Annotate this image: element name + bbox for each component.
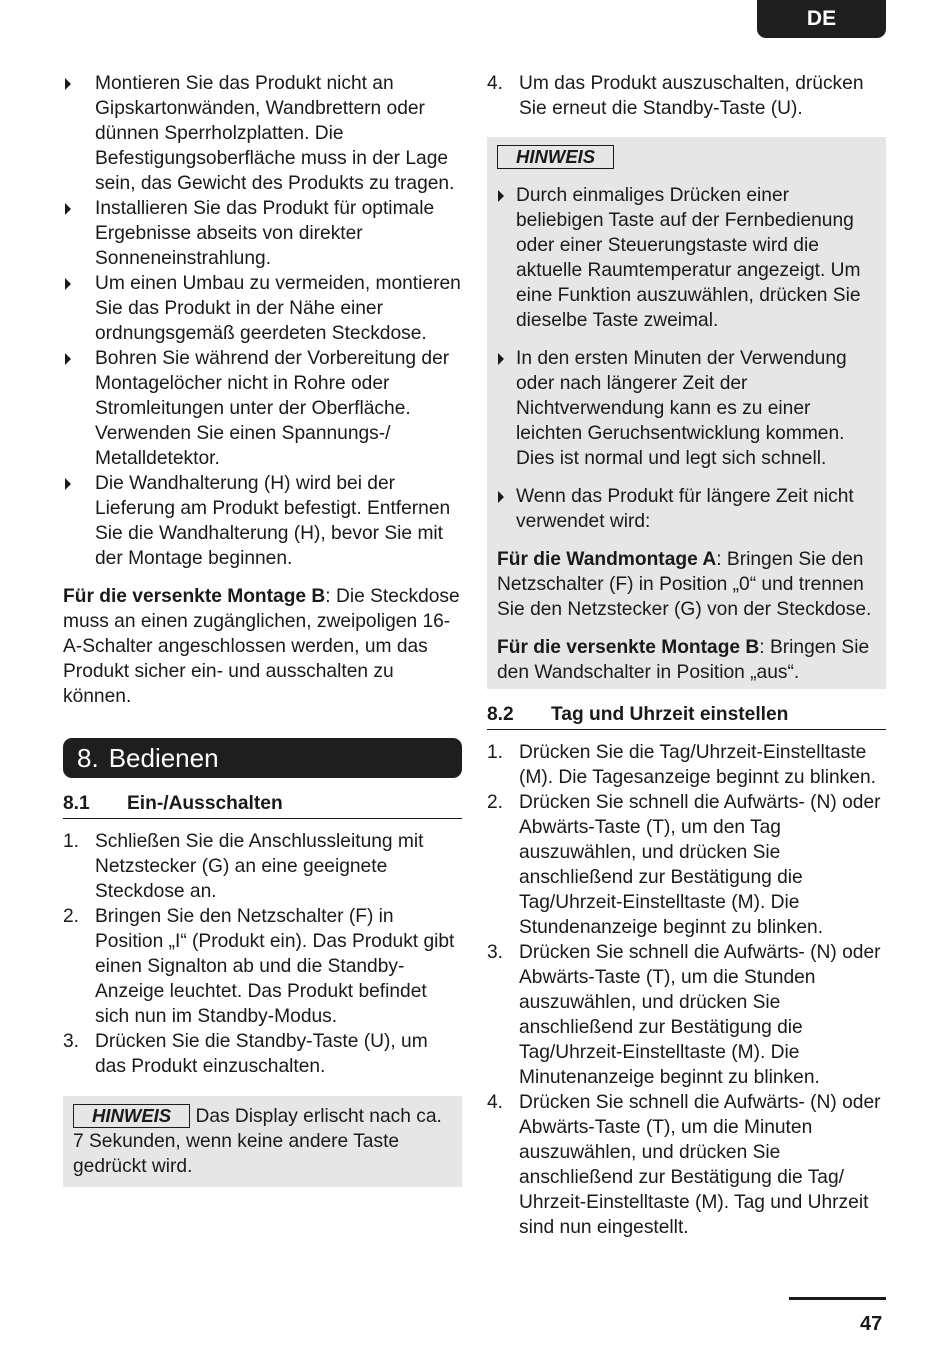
section-title: Bedienen	[108, 743, 219, 773]
step-text: Drücken Sie die Tag/Uhrzeit-Einstelltaste (M). Die Tagesanzeige beginnt zu blinken.	[519, 742, 876, 788]
subsection-title: Ein-/Ausschalten	[127, 793, 283, 814]
list-item	[63, 904, 462, 1029]
list-item: Die Wandhalterung (H) wird bei der Lieferung am Produkt befestigt. Entfernen Sie die Wandhalterung (H), bevor Sie mit der Montage beginnen.	[63, 471, 462, 571]
step-text: Um das Produkt auszuschalten, drücken Sie erneut die Standby-Taste (U).	[519, 73, 864, 119]
subsection-heading	[63, 791, 462, 819]
subsection-number: 8.2	[487, 704, 514, 725]
note-label: HINWEIS	[73, 1104, 190, 1128]
note-box	[63, 1096, 462, 1187]
list-item	[63, 1029, 462, 1079]
language-tab: DE	[757, 0, 886, 38]
step-text: Schließen Sie die Anschlussleitung mit Netzstecker (G) an eine geeignete Steckdose an.	[95, 831, 424, 902]
list-item	[63, 829, 462, 904]
subsection-title: Tag und Uhrzeit einstellen	[551, 704, 789, 725]
note-text: Das Display erlischt nach ca. 7 Sekunden, wenn keine andere Taste gedrückt wird.	[73, 1106, 442, 1177]
step-text: Bringen Sie den Netzschalter (F) in Position „I“ (Produkt ein). Das Produkt gibt einen Signalton ab und die Standby-Anzeige leuchtet. Das Produkt befindet sich nun im Standby-Modus.	[95, 906, 455, 1027]
list-item	[487, 790, 886, 940]
step-number: 3.	[487, 942, 504, 963]
left-column	[63, 71, 462, 1187]
step-text: Drücken Sie schnell die Aufwärts- (N) oder Abwärts-Taste (T), um die Stunden auszuwählen, und drücken Sie anschließend zur Bestätigung die Tag/Uhrzeit-Einstelltaste (M). Die Minutenanzeige beginnt zu blinken.	[519, 942, 881, 1088]
step-number: 4.	[487, 73, 504, 94]
recessed-mount-paragraph	[63, 584, 462, 709]
right-column	[487, 71, 886, 1240]
recessed-mount-text: : Bringen Sie den Wandschalter in Position „aus“.	[497, 637, 870, 683]
recessed-mount-label: Für die versenkte Montage B	[63, 586, 326, 607]
on-off-steps-continued	[487, 71, 886, 121]
step-number: 1.	[487, 742, 504, 763]
note-bullet-list	[497, 183, 876, 534]
step-text: Drücken Sie schnell die Aufwärts- (N) oder Abwärts-Taste (T), um die Minuten auszuwählen, und drücken Sie anschließend zur Bestätigung die Tag/ Uhrzeit-Einstelltaste (M). Tag und Uhrzeit sind nun eingestellt.	[519, 1092, 881, 1238]
mounting-bullet-list	[63, 71, 462, 571]
section-number: 8.	[77, 743, 99, 773]
list-item: In den ersten Minuten der Verwendung oder nach längerer Zeit der Nichtverwendung kann es zu einer leichten Geruchsentwicklung kommen. Dies ist normal und legt sich schnell.	[497, 346, 876, 471]
list-item	[487, 740, 886, 790]
step-text: Drücken Sie die Standby-Taste (U), um das Produkt einzuschalten.	[95, 1031, 428, 1077]
wall-mount-text: : Bringen Sie den Netzschalter (F) in Position „0“ und trennen Sie den Netzstecker (G) von der Steckdose.	[497, 549, 872, 620]
step-text: Drücken Sie schnell die Aufwärts- (N) oder Abwärts-Taste (T), um den Tag auszuwählen, und drücken Sie anschließend zur Bestätigung die Tag/Uhrzeit-Einstelltaste (M). Die Stundenanzeige beginnt zu blinken.	[519, 792, 881, 938]
recessed-mount-paragraph	[497, 635, 876, 685]
list-item	[487, 1090, 886, 1240]
step-number: 2.	[63, 906, 80, 927]
step-number: 4.	[487, 1092, 504, 1113]
date-time-steps	[487, 740, 886, 1240]
subsection-heading	[487, 702, 886, 730]
subsection-number: 8.1	[63, 793, 90, 814]
wall-mount-label: Für die Wandmontage A	[497, 549, 717, 570]
list-item	[487, 71, 886, 121]
note-box	[487, 137, 886, 689]
section-heading	[63, 738, 462, 778]
on-off-steps	[63, 829, 462, 1079]
list-item	[487, 940, 886, 1090]
list-item: Bohren Sie während der Vorbereitung der Montagelöcher nicht in Rohre oder Stromleitungen unter der Oberfläche. Verwenden Sie einen Spannungs-/ Metalldetektor.	[63, 346, 462, 471]
list-item: Durch einmaliges Drücken einer beliebigen Taste auf der Fernbedienung oder einer Steuerungstaste wird die aktuelle Raumtemperatur angezeigt. Um eine Funktion auszuwählen, drücken Sie dieselbe Taste zweimal.	[497, 183, 876, 333]
recessed-mount-text: : Die Steckdose muss an einen zugänglichen, zweipoligen 16-A-Schalter angeschlossen werden, um das Produkt sicher ein- und ausschalten zu können.	[63, 586, 460, 707]
page-number: 47	[860, 1313, 883, 1335]
list-item: Montieren Sie das Produkt nicht an Gipskartonwänden, Wandbrettern oder dünnen Sperrholzplatten. Die Befestigungsoberfläche muss in der Lage sein, das Gewicht des Produkts zu tragen.	[63, 71, 462, 196]
wall-mount-paragraph	[497, 547, 876, 622]
note-label: HINWEIS	[497, 145, 614, 169]
step-number: 3.	[63, 1031, 80, 1052]
step-number: 2.	[487, 792, 504, 813]
list-item: Um einen Umbau zu vermeiden, montieren Sie das Produkt in der Nähe einer ordnungsgemäß geerdeten Steckdose.	[63, 271, 462, 346]
step-number: 1.	[63, 831, 80, 852]
list-item: Wenn das Produkt für längere Zeit nicht verwendet wird:	[497, 484, 876, 534]
list-item: Installieren Sie das Produkt für optimale Ergebnisse abseits von direkter Sonneneinstrahlung.	[63, 196, 462, 271]
footer-rule	[789, 1297, 886, 1300]
recessed-mount-label: Für die versenkte Montage B	[497, 637, 760, 658]
